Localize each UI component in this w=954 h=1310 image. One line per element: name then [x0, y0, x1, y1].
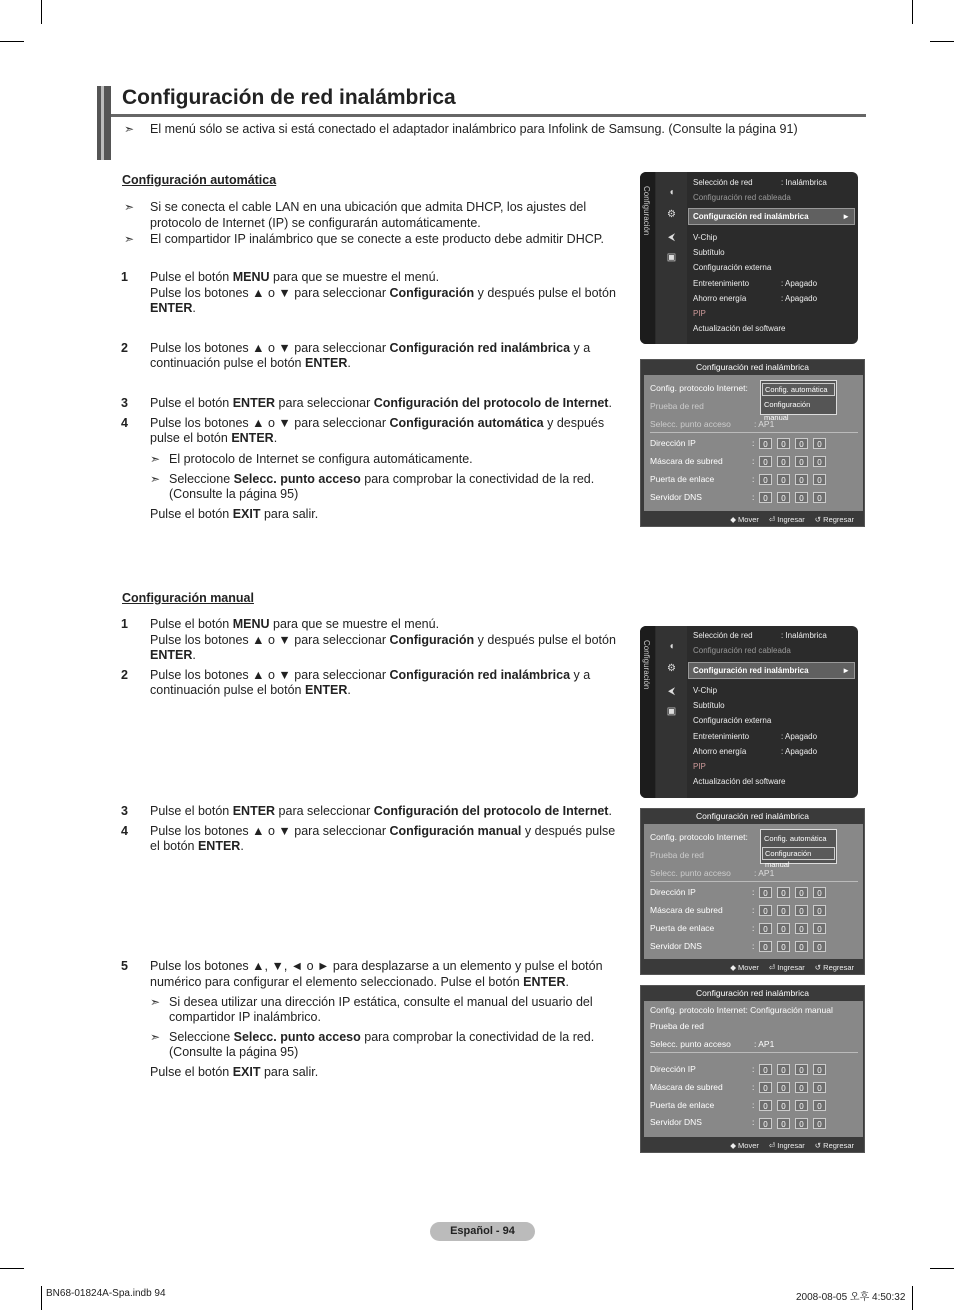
net-body	[644, 824, 863, 959]
ip-octet-box[interactable]: 0	[777, 438, 790, 449]
step-number: 3	[121, 804, 128, 818]
arrow-right-icon: ►	[842, 212, 850, 221]
section-heading-manual: Configuración manual	[122, 591, 254, 605]
ip-octet-box[interactable]: 0	[813, 1100, 826, 1111]
subnet-mask-label: Máscara de subred	[650, 1082, 723, 1092]
net-footer	[720, 1141, 854, 1150]
colon: :	[752, 492, 755, 502]
access-point-value: : AP1	[754, 868, 775, 878]
menu-item[interactable]: Entretenimiento : Apagado	[693, 732, 818, 741]
divider	[650, 1052, 858, 1053]
setup-menu-screen	[640, 172, 858, 344]
return-hint: ↺ Regresar	[814, 1141, 854, 1150]
ip-octet-box[interactable]: 0	[813, 923, 826, 934]
step-number: 1	[121, 270, 128, 284]
protocol-dropdown[interactable]	[760, 829, 837, 869]
ip-octet-box[interactable]: 0	[777, 887, 790, 898]
menu-item[interactable]: Selección de red : Inalámbrica	[693, 631, 827, 640]
divider	[650, 881, 858, 882]
picture-icon: ◖	[668, 187, 675, 198]
m-step-5-line-b: numérico para configurar el elemento seleccionado. Pulse el botón ENTER.	[150, 975, 569, 989]
menu-side-label: Configuración	[642, 186, 651, 236]
auto-note-1b: protocolo de Internet (IP) se configurarán automáticamente.	[150, 216, 481, 230]
ip-octet-box[interactable]: 0	[813, 1082, 826, 1093]
setup-menu-screen	[640, 626, 858, 798]
dns-server-label: Servidor DNS	[650, 941, 702, 951]
crop-mark	[930, 1268, 954, 1269]
ip-octet-box[interactable]: 0	[813, 887, 826, 898]
move-hint: ◆ Mover	[730, 515, 759, 524]
return-hint: ↺ Regresar	[814, 515, 854, 524]
network-config-screen	[640, 985, 865, 1153]
network-test-item[interactable]: Prueba de red	[650, 850, 704, 860]
crop-mark	[0, 41, 24, 42]
ip-octet-box[interactable]: 0	[759, 887, 772, 898]
menu-item[interactable]: V-Chip	[693, 686, 718, 695]
subnet-mask-label: Máscara de subred	[650, 905, 723, 915]
m-step-4-line-b: el botón ENTER.	[150, 839, 244, 853]
ip-octet-box[interactable]: 0	[759, 1082, 772, 1093]
auto-note-1a: Si se conecta el cable LAN en una ubicación que admita DHCP, los ajustes del	[150, 200, 587, 214]
step-4-auto-line-b: pulse el botón ENTER.	[150, 431, 278, 445]
ip-octet-box[interactable]: 0	[759, 923, 772, 934]
ip-octet-box[interactable]: 0	[777, 941, 790, 952]
menu-item[interactable]: Ahorro energía : Apagado	[693, 294, 818, 303]
colon: :	[752, 1064, 755, 1074]
note-arrow-icon: ➣	[150, 1030, 161, 1044]
arrow-right-icon: ►	[842, 666, 850, 675]
net-body	[644, 1001, 863, 1137]
m-exit: Pulse el botón EXIT para salir.	[150, 1065, 319, 1079]
ip-octet-box[interactable]: 0	[777, 492, 790, 503]
ip-octet-box[interactable]: 0	[795, 474, 808, 485]
ip-octet-box[interactable]: 0	[795, 438, 808, 449]
network-test-item[interactable]: Prueba de red	[650, 401, 704, 411]
step-1-line-a: Pulse el botón MENU para que se muestre el menú.	[150, 270, 440, 284]
ip-octet-box[interactable]: 0	[813, 438, 826, 449]
ip-octet-box[interactable]: 0	[759, 492, 772, 503]
ip-address-label: Dirección IP	[650, 887, 696, 897]
option-manual[interactable]: Configuración manual	[762, 847, 835, 860]
crop-mark	[41, 1286, 42, 1310]
picture-icon: ◖	[668, 641, 675, 652]
section-heading-auto: Configuración automática	[122, 173, 277, 187]
menu-item[interactable]: Configuración red cableada	[693, 646, 791, 655]
auto-exit: Pulse el botón EXIT para salir.	[150, 507, 319, 521]
menu-icon-column	[656, 626, 687, 798]
menu-item-selected[interactable]: Configuración red inalámbrica ►	[688, 662, 855, 679]
step-number: 2	[121, 668, 128, 682]
ip-octet-box[interactable]: 0	[777, 905, 790, 916]
gear-icon: ⚙	[667, 663, 676, 674]
menu-item[interactable]: Configuración red cableada	[693, 193, 791, 202]
input-icon: ⮜	[667, 232, 676, 243]
divider	[650, 432, 858, 433]
crop-mark	[41, 0, 42, 24]
access-point-item[interactable]: Selecc. punto acceso	[650, 868, 731, 878]
ip-octet-box[interactable]: 0	[759, 456, 772, 467]
m-sub-static-b: compartidor IP inalámbrico.	[169, 1010, 321, 1024]
protocol-label: Config. protocolo Internet:	[650, 832, 748, 842]
menu-item[interactable]: Actualización del software	[693, 777, 786, 786]
access-point-value: : AP1	[754, 1039, 775, 1049]
ip-octet-box[interactable]: 0	[777, 456, 790, 467]
step-4-auto-line-a: Pulse los botones ▲ o ▼ para seleccionar Configuración automática y después	[150, 416, 605, 430]
return-hint: ↺ Regresar	[814, 963, 854, 972]
ip-octet-box[interactable]: 0	[777, 1118, 790, 1129]
network-test-item[interactable]: Prueba de red	[650, 1021, 704, 1031]
menu-item[interactable]: Subtítulo	[693, 248, 725, 257]
menu-item[interactable]: PIP	[693, 309, 706, 318]
option-auto[interactable]: Config. automática	[762, 383, 835, 396]
colon: :	[752, 905, 755, 915]
gateway-label: Puerta de enlace	[650, 474, 715, 484]
step-number: 3	[121, 396, 128, 410]
menu-item[interactable]: Ahorro energía : Apagado	[693, 747, 818, 756]
ip-octet-box[interactable]: 0	[813, 941, 826, 952]
gear-icon: ⚙	[667, 209, 676, 220]
menu-item[interactable]: Actualización del software	[693, 324, 786, 333]
ip-octet-box[interactable]: 0	[777, 474, 790, 485]
colon: :	[752, 1117, 755, 1127]
ip-octet-box[interactable]: 0	[795, 1118, 808, 1129]
menu-item[interactable]: Configuración externa	[693, 716, 772, 725]
page-number-badge: Español - 94	[430, 1222, 535, 1241]
ip-octet-box[interactable]: 0	[795, 1100, 808, 1111]
ip-octet-box[interactable]: 0	[813, 1118, 826, 1129]
protocol-manual-label[interactable]: Config. protocolo Internet: Configuración manual	[650, 1005, 833, 1015]
colon: :	[752, 438, 755, 448]
network-config-screen	[640, 808, 865, 975]
net-header: Configuración red inalámbrica	[696, 362, 809, 372]
colon: :	[752, 887, 755, 897]
enter-hint: ⏎ Ingresar	[768, 515, 805, 524]
gateway-label: Puerta de enlace	[650, 923, 715, 933]
ip-octet-box[interactable]: 0	[795, 1064, 808, 1075]
access-point-item[interactable]: Selecc. punto acceso	[650, 1039, 731, 1049]
auto-note-2: El compartidor IP inalámbrico que se conecte a este producto debe admitir DHCP.	[150, 232, 604, 246]
title-rule	[111, 114, 866, 117]
dns-server-label: Servidor DNS	[650, 492, 702, 502]
ip-address-label: Dirección IP	[650, 1064, 696, 1074]
ip-octet-box[interactable]: 0	[759, 1118, 772, 1129]
step-3: Pulse el botón ENTER para seleccionar Configuración del protocolo de Internet.	[150, 396, 612, 410]
m-step-1-line-c: ENTER.	[150, 648, 196, 662]
protocol-label: Config. protocolo Internet:	[650, 383, 748, 393]
ip-octet-box[interactable]: 0	[759, 438, 772, 449]
menu-item[interactable]: PIP	[693, 762, 706, 771]
protocol-dropdown[interactable]	[760, 380, 837, 422]
colon: :	[752, 1100, 755, 1110]
note-arrow-icon: ➣	[124, 200, 135, 214]
step-number: 5	[121, 959, 128, 973]
note-arrow-icon: ➣	[150, 452, 161, 466]
ip-octet-box[interactable]: 0	[795, 887, 808, 898]
net-footer	[720, 963, 854, 972]
ip-octet-box[interactable]: 0	[777, 1100, 790, 1111]
colon: :	[752, 923, 755, 933]
net-header: Configuración red inalámbrica	[696, 811, 809, 821]
net-header: Configuración red inalámbrica	[696, 988, 809, 998]
ip-octet-box[interactable]: 0	[813, 1064, 826, 1075]
m-sub-ap-a: Seleccione Selecc. punto acceso para comprobar la conectividad de la red.	[169, 1030, 595, 1044]
application-icon: ▣	[666, 706, 677, 717]
menu-icon-column	[656, 172, 687, 344]
m-step-5-line-a: Pulse los botones ▲, ▼, ◄ o ► para desplazarse a un elemento y pulse el botón	[150, 959, 603, 973]
auto-sub-2a: Seleccione Selecc. punto acceso para comprobar la conectividad de la red.	[169, 472, 595, 486]
ip-octet-box[interactable]: 0	[777, 1082, 790, 1093]
menu-item[interactable]: Entretenimiento : Apagado	[693, 279, 818, 288]
colon: :	[752, 474, 755, 484]
option-manual[interactable]: Configuración manual	[764, 400, 811, 422]
auto-sub-1: El protocolo de Internet se configura automáticamente.	[169, 452, 473, 466]
step-2-line-b: continuación pulse el botón ENTER.	[150, 356, 351, 370]
ip-address-label: Dirección IP	[650, 438, 696, 448]
ip-octet-box[interactable]: 0	[813, 456, 826, 467]
colon: :	[752, 1082, 755, 1092]
m-step-3: Pulse el botón ENTER para seleccionar Configuración del protocolo de Internet.	[150, 804, 612, 818]
ip-octet-box[interactable]: 0	[813, 474, 826, 485]
ip-octet-box[interactable]: 0	[759, 905, 772, 916]
m-step-1-line-b: Pulse los botones ▲ o ▼ para seleccionar Configuración y después pulse el botón	[150, 633, 616, 647]
m-step-2-line-a: Pulse los botones ▲ o ▼ para seleccionar Configuración red inalámbrica y a	[150, 668, 591, 682]
note-arrow-icon: ➣	[150, 995, 161, 1009]
move-hint: ◆ Mover	[730, 963, 759, 972]
m-step-4-line-a: Pulse los botones ▲ o ▼ para seleccionar Configuración manual y después pulse	[150, 824, 616, 838]
m-step-2-line-b: continuación pulse el botón ENTER.	[150, 683, 351, 697]
m-sub-ap-b: (Consulte la página 95)	[169, 1045, 299, 1059]
footer-timestamp: 2008-08-05 오후 4:50:32	[796, 1292, 906, 1303]
menu-side-label: Configuración	[642, 640, 651, 690]
crop-mark	[930, 41, 954, 42]
enter-hint: ⏎ Ingresar	[768, 1141, 805, 1150]
dns-server-label: Servidor DNS	[650, 1117, 702, 1127]
ip-octet-box[interactable]: 0	[777, 923, 790, 934]
network-config-screen	[640, 359, 865, 527]
menu-item[interactable]: Subtítulo	[693, 701, 725, 710]
note-arrow-icon: ➣	[124, 122, 135, 136]
option-auto[interactable]: Config. automática	[764, 834, 827, 843]
step-number: 1	[121, 617, 128, 631]
step-1-line-c: ENTER.	[150, 301, 196, 315]
auto-sub-2b: (Consulte la página 95)	[169, 487, 299, 501]
menu-item-selected[interactable]: Configuración red inalámbrica ►	[688, 208, 855, 225]
net-footer	[720, 515, 854, 524]
crop-mark	[912, 1286, 913, 1310]
ip-octet-box[interactable]: 0	[813, 905, 826, 916]
subnet-mask-label: Máscara de subred	[650, 456, 723, 466]
step-number: 4	[121, 416, 128, 430]
move-hint: ◆ Mover	[730, 1141, 759, 1150]
ip-octet-box[interactable]: 0	[759, 941, 772, 952]
page-title: Configuración de red inalámbrica	[122, 86, 456, 109]
step-number: 2	[121, 341, 128, 355]
ip-octet-box[interactable]: 0	[795, 492, 808, 503]
colon: :	[752, 456, 755, 466]
ip-octet-box[interactable]: 0	[795, 456, 808, 467]
step-number: 4	[121, 824, 128, 838]
application-icon: ▣	[666, 252, 677, 263]
net-body	[644, 375, 863, 511]
title-accent-stripe	[101, 86, 104, 160]
menu-item[interactable]: V-Chip	[693, 233, 718, 242]
step-2-line-a: Pulse los botones ▲ o ▼ para seleccionar Configuración red inalámbrica y a	[150, 341, 591, 355]
ip-octet-box[interactable]: 0	[795, 923, 808, 934]
ip-octet-box[interactable]: 0	[795, 1082, 808, 1093]
gateway-label: Puerta de enlace	[650, 1100, 715, 1110]
access-point-item[interactable]: Selecc. punto acceso	[650, 419, 731, 429]
ip-octet-box[interactable]: 0	[759, 1064, 772, 1075]
ip-octet-box[interactable]: 0	[759, 1100, 772, 1111]
m-sub-static-a: Si desea utilizar una dirección IP estática, consulte el manual del usuario del	[169, 995, 593, 1009]
crop-mark	[0, 1268, 24, 1269]
enter-hint: ⏎ Ingresar	[768, 963, 805, 972]
input-icon: ⮜	[667, 686, 676, 697]
ip-octet-box[interactable]: 0	[777, 1064, 790, 1075]
ip-octet-box[interactable]: 0	[795, 905, 808, 916]
access-point-value: : AP1	[754, 419, 775, 429]
menu-item[interactable]: Configuración externa	[693, 263, 772, 272]
note-arrow-icon: ➣	[150, 472, 161, 486]
intro-note: El menú sólo se activa si está conectado el adaptador inalámbrico para Infolink de Samsung. (Consulte la página 91)	[150, 122, 798, 136]
m-step-1-line-a: Pulse el botón MENU para que se muestre el menú.	[150, 617, 440, 631]
title-accent-bar	[97, 86, 111, 160]
ip-octet-box[interactable]: 0	[795, 941, 808, 952]
note-arrow-icon: ➣	[124, 232, 135, 246]
ip-octet-box[interactable]: 0	[813, 492, 826, 503]
footer-file: BN68-01824A-Spa.indb 94	[46, 1288, 166, 1299]
colon: :	[752, 941, 755, 951]
menu-item[interactable]: Selección de red : Inalámbrica	[693, 178, 827, 187]
step-1-line-b: Pulse los botones ▲ o ▼ para seleccionar Configuración y después pulse el botón	[150, 286, 616, 300]
ip-octet-box[interactable]: 0	[759, 474, 772, 485]
crop-mark	[912, 0, 913, 24]
